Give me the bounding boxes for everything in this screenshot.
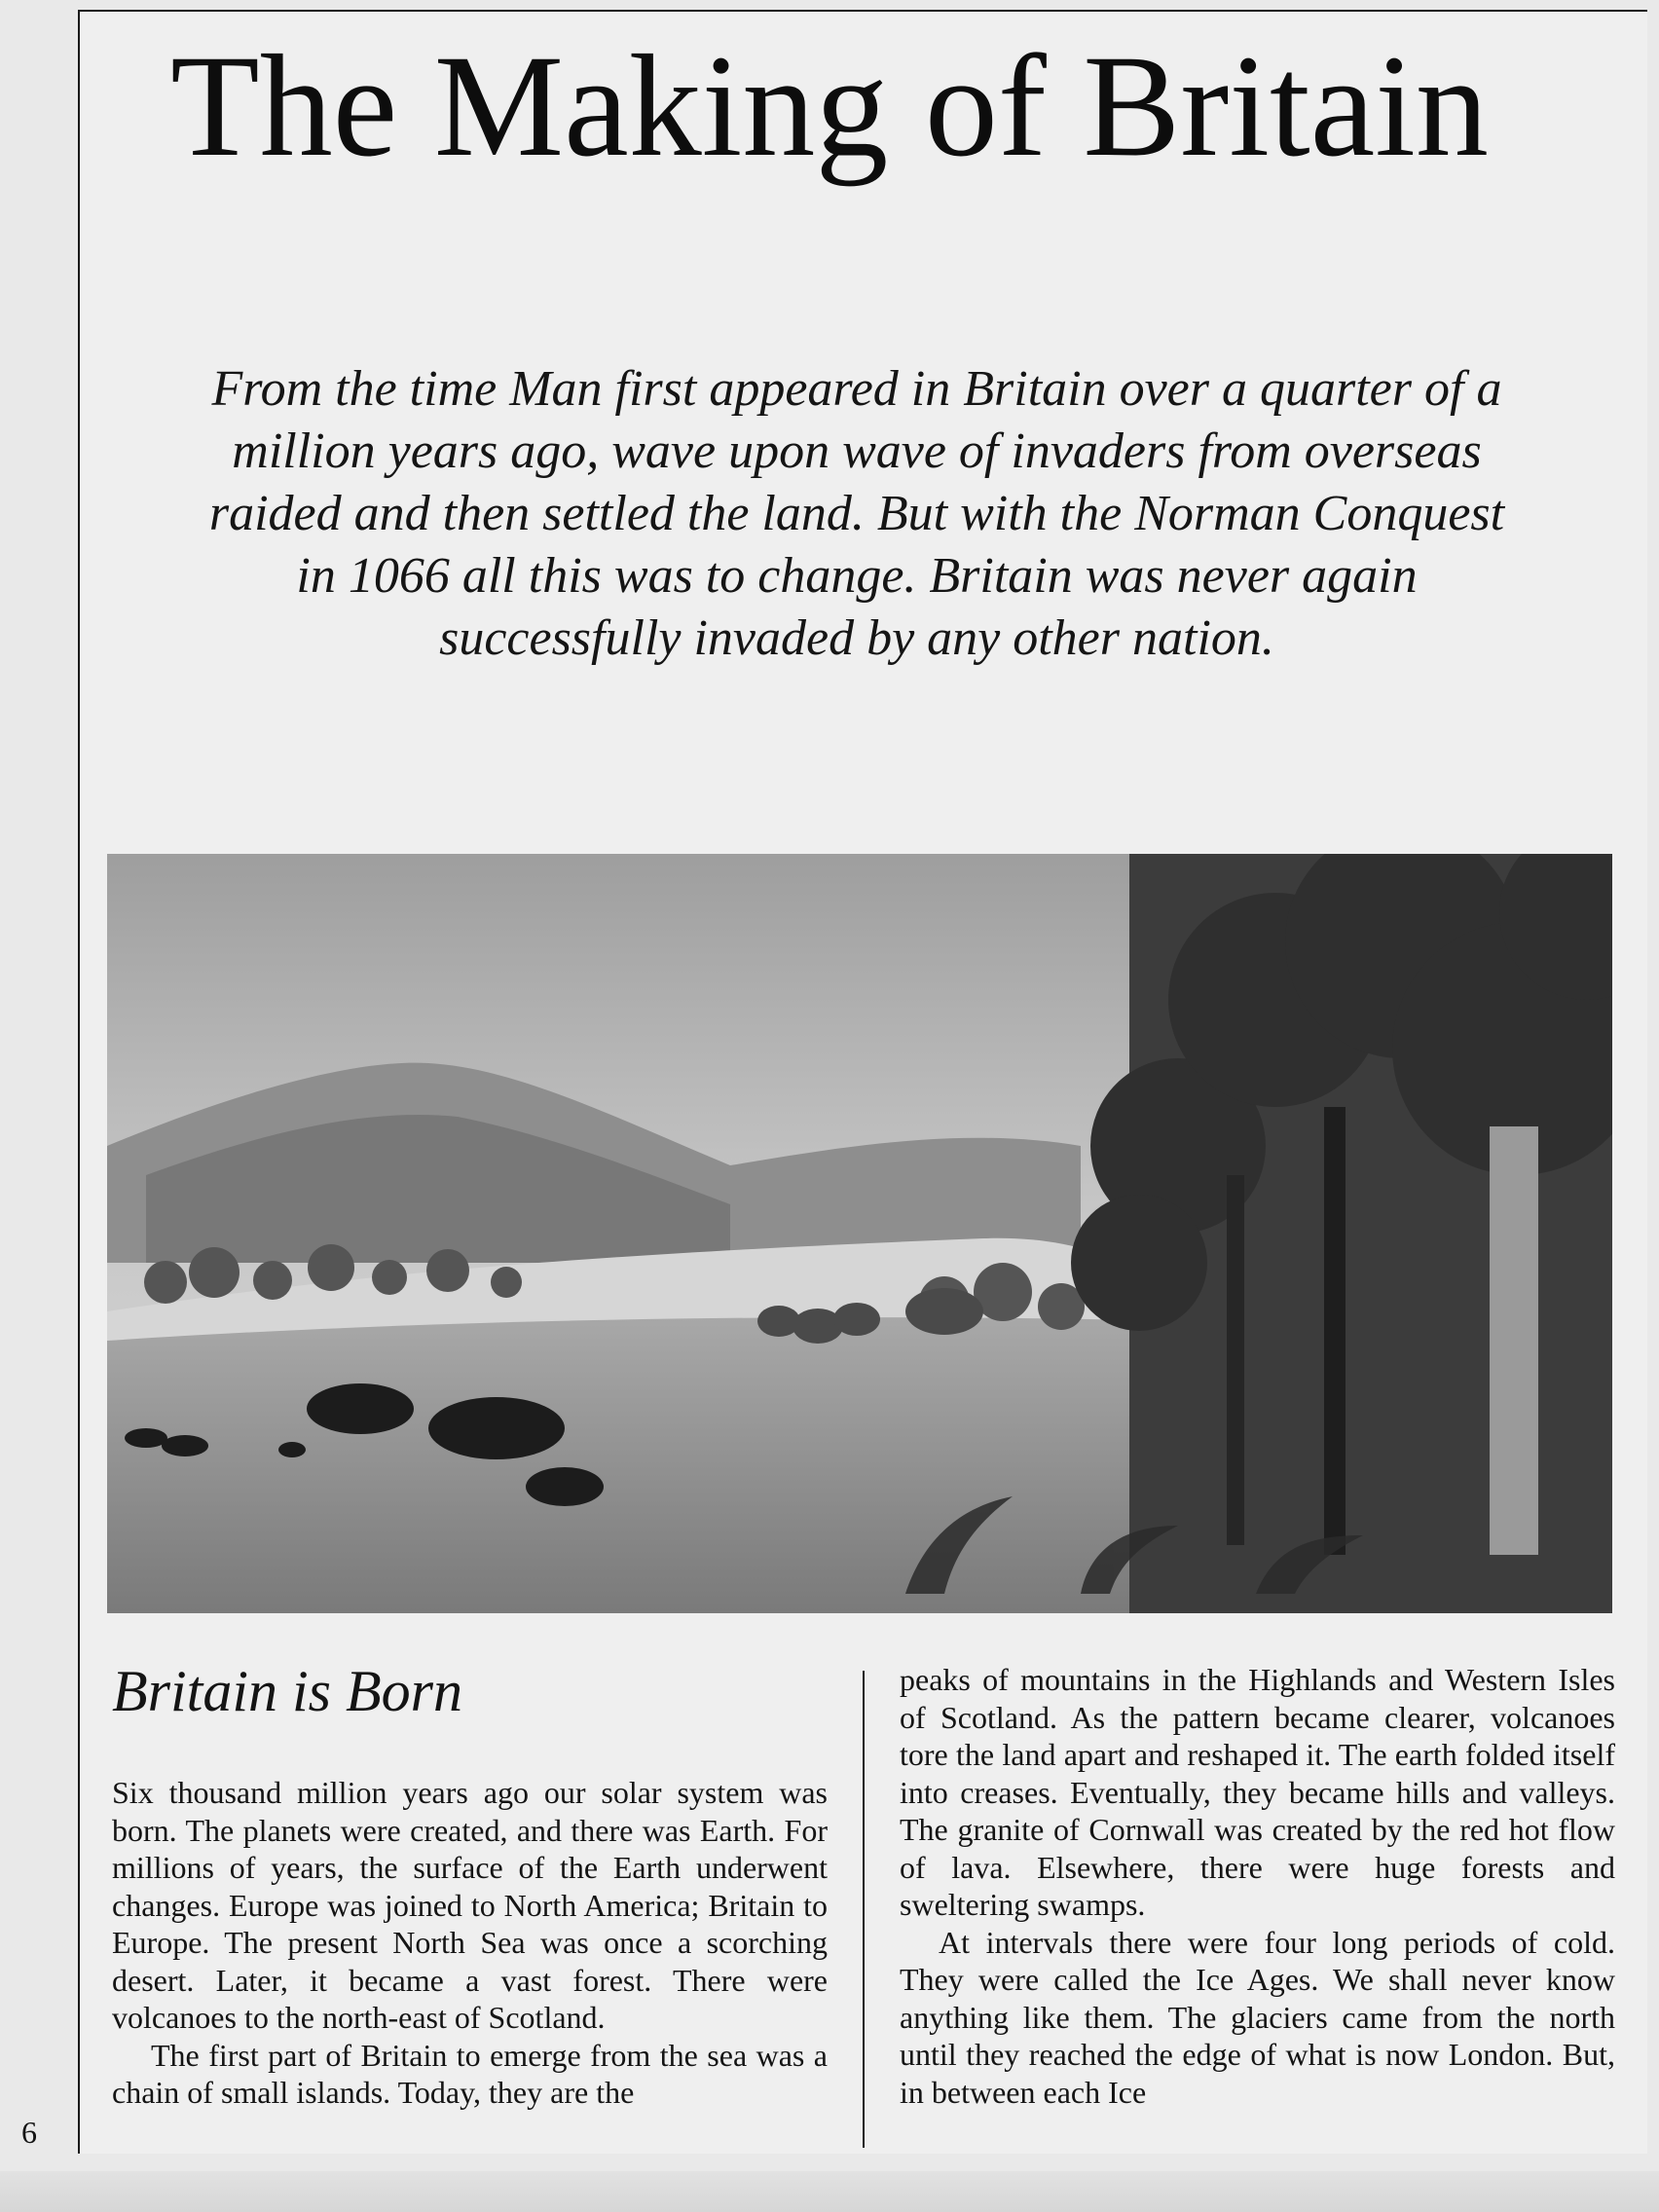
section-heading: Britain is Born (112, 1659, 463, 1723)
page-edge (0, 2171, 1659, 2212)
left-paragraph-1: Six thousand million years ago our solar system was born. The planets were created, and there was Earth. For millions of years, the surface of the Earth underwent changes. Europe was joined to North America; Britain to Europe. The present North Sea was once a scorching desert. Later, it became a vast forest. There were volcanoes to the north-east of Scotland. (112, 1775, 828, 2035)
prehistoric-landscape-illustration (107, 854, 1612, 1613)
right-paragraph-1: peaks of mountains in the Highlands and Western Isles of Scotland. As the pattern became clearer, volcanoes tore the land apart and reshaped it. The earth folded itself into creases. Eventually, they became hills and valleys. The granite of Cornwall was created by the red hot flow of lava. Elsewhere, there were huge forests and sweltering swamps. (900, 1662, 1615, 1922)
left-column (112, 1774, 828, 2112)
illustration-drawing (107, 854, 1612, 1613)
right-column (900, 1661, 1615, 2111)
page-title: The Making of Britain (170, 25, 1489, 187)
column-divider (863, 1671, 865, 2148)
intro-paragraph: From the time Man first appeared in Britain over a quarter of a million years ago, wave upon wave of invaders from overseas raided and then settled the land. But with the Norman Conquest in 1066 all this was to change. Britain was never again successfully invaded by any other nation. (208, 361, 1505, 666)
right-paragraph-2: At intervals there were four long periods of cold. They were called the Ice Ages. We shall never know anything like them. The glaciers came from the north until they reached the edge of what is now London. But, in between each Ice (900, 1924, 1615, 2110)
left-paragraph-2: The first part of Britain to emerge from the sea was a chain of small islands. Today, they are the (112, 2037, 828, 2110)
forest (1071, 854, 1612, 1613)
page-number: 6 (21, 2115, 37, 2150)
